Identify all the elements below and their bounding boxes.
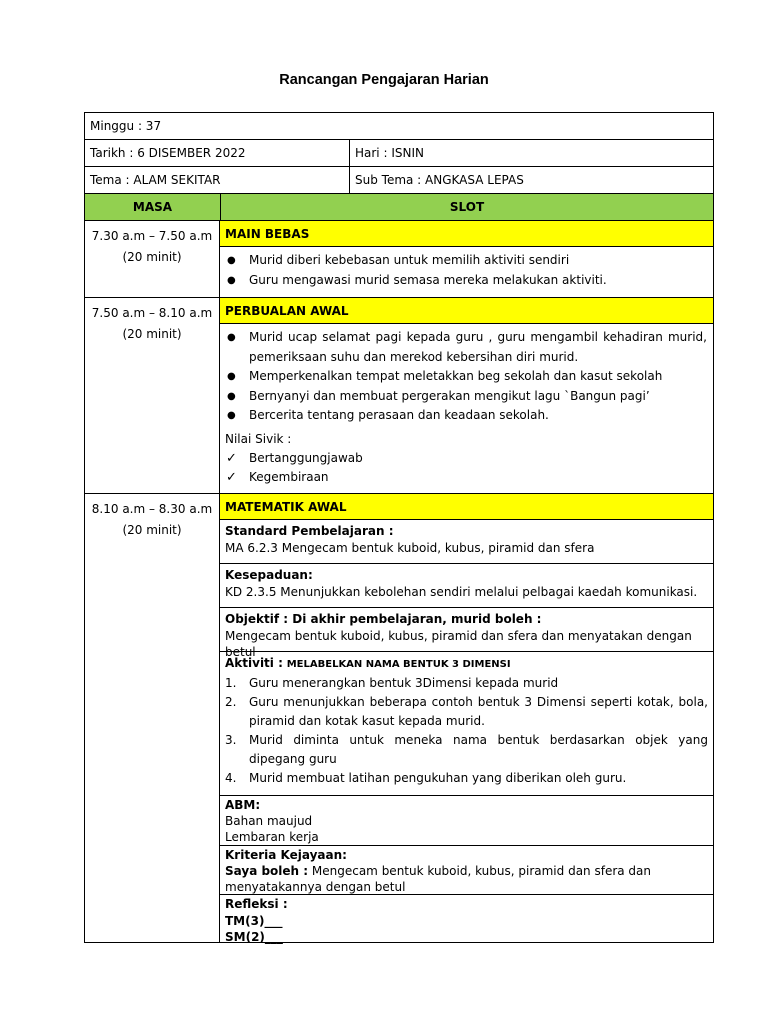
week-row bbox=[84, 112, 714, 139]
list-item: 2. Guru menunjukkan beberapa contoh bentuk 3 Dimensi seperti kotak, bola, piramid dan kotak kasut kepada murid. bbox=[225, 694, 708, 728]
duration: (20 minit) bbox=[122, 523, 182, 537]
kriteria-text: Mengecam bentuk kuboid, kubus, piramid dan sfera dan menyatakannya dengan betul bbox=[225, 864, 652, 894]
aktiviti-section bbox=[220, 651, 713, 795]
kriteria-section bbox=[220, 845, 713, 894]
column-header-row bbox=[84, 193, 714, 220]
time-block-perbualan-awal bbox=[84, 297, 714, 493]
list-item: ● Murid ucap selamat pagi kepada guru , guru mengambil kehadiran murid, pemeriksaan suhu dan merekod kebersihan diri murid. bbox=[225, 328, 707, 367]
slot-title: MATEMATIK AWAL bbox=[220, 494, 713, 520]
date-day-row bbox=[84, 139, 714, 166]
refleksi-label: Refleksi : bbox=[225, 897, 288, 911]
list-item: 4. Murid membuat latihan pengukuhan yang diberikan oleh guru. bbox=[225, 770, 627, 785]
list-item: ● Bernyanyi dan membuat pergerakan mengikut lagu `Bangun pagi’ bbox=[225, 387, 707, 407]
check-icon: ✓ bbox=[226, 450, 237, 466]
objektif-text: Mengecam bentuk kuboid, kubus, piramid dan sfera dan menyatakan dengan betul bbox=[225, 628, 692, 659]
abm-section bbox=[220, 795, 713, 845]
day-text: Hari : ISNIN bbox=[355, 146, 424, 160]
kesepaduan-label: Kesepaduan: bbox=[225, 568, 313, 582]
objektif-section bbox=[220, 607, 713, 659]
list-item: 3. Murid diminta untuk meneka nama bentuk berdasarkan objek yang dipegang guru bbox=[225, 732, 708, 766]
theme-row bbox=[84, 166, 714, 193]
week-text: Minggu : 37 bbox=[90, 119, 162, 133]
time-range: 8.10 a.m – 8.30 a.m bbox=[91, 502, 213, 516]
time-range: 7.50 a.m – 8.10 a.m bbox=[91, 306, 213, 320]
slot-title: PERBUALAN AWAL bbox=[220, 298, 713, 324]
aktiviti-list bbox=[225, 674, 708, 788]
activity-list bbox=[225, 251, 707, 290]
time-range: 7.30 a.m – 7.50 a.m bbox=[91, 229, 213, 243]
list-item: ✓ Bertanggungjawab bbox=[225, 449, 707, 469]
list-item: ● Guru mengawasi murid semasa mereka melakukan aktiviti. bbox=[225, 271, 707, 291]
abm-label: ABM: bbox=[225, 798, 261, 812]
date-text: Tarikh : 6 DISEMBER 2022 bbox=[90, 146, 246, 160]
standard-section bbox=[220, 520, 713, 563]
refleksi-sm: SM(2)___ bbox=[225, 930, 283, 944]
aktiviti-heading bbox=[225, 655, 708, 674]
kesepaduan-section bbox=[220, 563, 713, 607]
abm-item: Lembaran kerja bbox=[225, 830, 319, 844]
objektif-label: Objektif : Di akhir pembelajaran, murid boleh : bbox=[225, 612, 542, 626]
standard-label: Standard Pembelajaran : bbox=[225, 524, 394, 538]
list-item: ● Murid diberi kebebasan untuk memilih aktiviti sendiri bbox=[225, 251, 707, 271]
document-title: Rancangan Pengajaran Harian bbox=[279, 72, 489, 88]
check-icon: ✓ bbox=[226, 470, 237, 485]
masa-header: MASA bbox=[85, 194, 221, 220]
refleksi-section bbox=[220, 894, 713, 951]
list-item: 1. Guru menerangkan bentuk 3Dimensi kepada murid bbox=[225, 675, 559, 690]
refleksi-tm: TM(3)___ bbox=[225, 913, 283, 928]
slot-header: SLOT bbox=[449, 200, 485, 214]
kriteria-text-line bbox=[225, 863, 708, 895]
slot-title: MAIN BEBAS bbox=[220, 221, 713, 247]
duration: (20 minit) bbox=[122, 327, 182, 341]
lesson-plan-table bbox=[84, 112, 714, 943]
kesepaduan-text: KD 2.3.5 Menunjukkan kebolehan sendiri melalui pelbagai kaedah komunikasi. bbox=[225, 584, 698, 599]
subtheme-text: Sub Tema : ANGKASA LEPAS bbox=[355, 173, 524, 187]
time-block-main-bebas bbox=[84, 220, 714, 297]
abm-item: Bahan maujud bbox=[225, 814, 313, 828]
aktiviti-label: Aktiviti : bbox=[225, 656, 283, 670]
kriteria-lead: Saya boleh : bbox=[225, 864, 309, 878]
activity-list bbox=[225, 328, 707, 426]
standard-text: MA 6.2.3 Mengecam bentuk kuboid, kubus, piramid dan sfera bbox=[225, 540, 595, 555]
kriteria-label: Kriteria Kejayaan: bbox=[225, 848, 347, 862]
aktiviti-title: MELABELKAN NAMA BENTUK 3 DIMENSI bbox=[286, 659, 511, 670]
list-item: ✓ Kegembiraan bbox=[225, 468, 707, 488]
nilai-list bbox=[225, 449, 707, 488]
list-item: ● Bercerita tentang perasaan dan keadaan sekolah. bbox=[225, 406, 707, 426]
time-block-matematik-awal bbox=[84, 493, 714, 943]
list-item: ● Memperkenalkan tempat meletakkan beg sekolah dan kasut sekolah bbox=[225, 367, 707, 387]
nilai-sivik-label: Nilai Sivik : bbox=[225, 431, 292, 446]
duration: (20 minit) bbox=[122, 250, 182, 264]
theme-text: Tema : ALAM SEKITAR bbox=[90, 173, 221, 187]
